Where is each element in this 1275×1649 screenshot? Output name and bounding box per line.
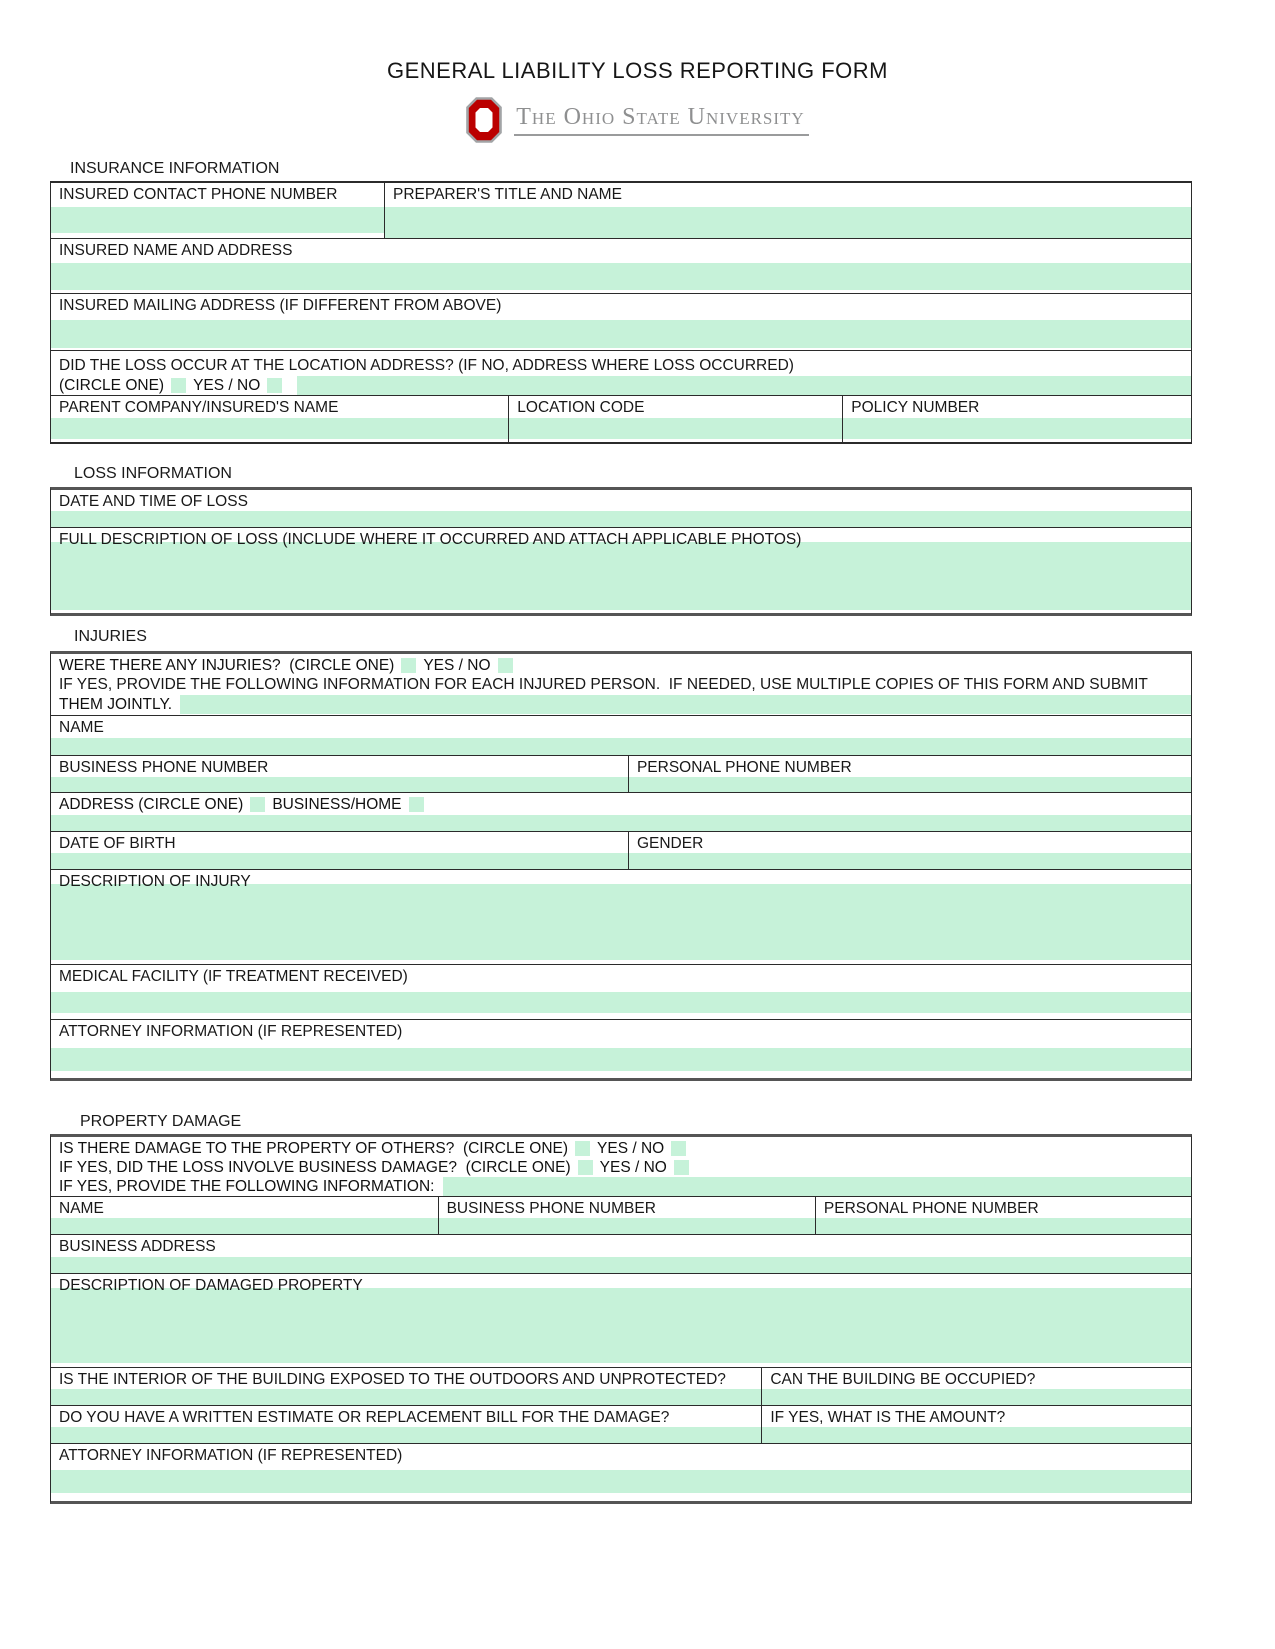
property-name-input[interactable] xyxy=(51,1218,438,1234)
circle-option-marker[interactable] xyxy=(409,797,424,812)
instructions-tail: THEM JOINTLY. xyxy=(59,696,173,713)
business-home-options[interactable]: BUSINESS/HOME xyxy=(272,796,402,813)
field-injury-description xyxy=(51,870,1191,965)
damaged-property-description-input[interactable] xyxy=(51,1288,1191,1363)
provide-info-input[interactable] xyxy=(443,1177,1192,1196)
circle-one-line xyxy=(51,793,1191,814)
field-full-description xyxy=(51,528,1191,613)
field-label: DESCRIPTION OF INJURY xyxy=(59,873,251,890)
section-heading-property: PROPERTY DAMAGE xyxy=(80,1113,242,1130)
field-injured-business-phone xyxy=(51,756,629,792)
property-questions-row xyxy=(51,1137,1191,1197)
date-time-of-loss-input[interactable] xyxy=(51,511,1191,528)
field-interior-exposed xyxy=(51,1368,762,1405)
field-label: ATTORNEY INFORMATION (IF REPRESENTED) xyxy=(59,1023,403,1040)
field-damaged-property-description xyxy=(51,1274,1191,1368)
field-insured-mailing-address xyxy=(51,294,1191,351)
circle-option-marker[interactable] xyxy=(250,797,265,812)
circle-option-marker[interactable] xyxy=(401,658,416,673)
amount-input[interactable] xyxy=(762,1427,1191,1443)
form-row xyxy=(51,1368,1191,1406)
field-insured-contact-phone xyxy=(51,183,385,238)
field-amount xyxy=(762,1406,1191,1443)
full-description-input[interactable] xyxy=(51,542,1191,610)
business-damage-label: IF YES, DID THE LOSS INVOLVE BUSINESS DAMAGE? (CIRCLE ONE) xyxy=(59,1159,571,1176)
policy-number-input[interactable] xyxy=(843,418,1191,439)
yes-no-options[interactable]: YES / NO xyxy=(599,1159,667,1176)
circle-option-marker[interactable] xyxy=(498,658,513,673)
injured-personal-phone-input[interactable] xyxy=(629,777,1191,792)
circle-one-line xyxy=(51,1158,1191,1177)
field-label: POLICY NUMBER xyxy=(851,399,980,416)
circle-option-marker[interactable] xyxy=(267,378,282,393)
provide-info-label: IF YES, PROVIDE THE FOLLOWING INFORMATION: xyxy=(59,1178,435,1195)
circle-option-marker[interactable] xyxy=(575,1141,590,1156)
circle-one-line xyxy=(51,1139,1191,1158)
insurance-table xyxy=(50,181,1192,444)
property-attorney-input[interactable] xyxy=(51,1470,1191,1493)
field-label: BUSINESS ADDRESS xyxy=(59,1238,216,1255)
injured-business-phone-input[interactable] xyxy=(51,777,628,792)
field-label: LOCATION CODE xyxy=(517,399,645,416)
field-label: NAME xyxy=(59,1200,104,1217)
circle-option-marker[interactable] xyxy=(171,378,186,393)
circle-one-label: (CIRCLE ONE) xyxy=(59,377,165,394)
field-location-code xyxy=(509,396,843,442)
field-label: MEDICAL FACILITY (IF TREATMENT RECEIVED) xyxy=(59,968,408,985)
field-property-attorney xyxy=(51,1444,1191,1501)
property-table xyxy=(50,1134,1192,1504)
injuries-instructions: IF YES, PROVIDE THE FOLLOWING INFORMATION FOR EACH INJURED PERSON. IF NEEDED, USE MULTIPLE COPIES OF THIS FORM AND SUBMIT xyxy=(59,676,1148,693)
field-label: GENDER xyxy=(636,835,704,852)
address-label: ADDRESS (CIRCLE ONE) xyxy=(59,796,244,813)
field-label: DATE OF BIRTH xyxy=(59,835,176,852)
field-label: ATTORNEY INFORMATION (IF REPRESENTED) xyxy=(59,1447,403,1464)
field-injured-personal-phone xyxy=(629,756,1191,792)
field-label: INSURED MAILING ADDRESS (IF DIFFERENT FROM ABOVE) xyxy=(59,297,502,314)
osu-wordmark: The Ohio State University xyxy=(514,104,808,136)
field-label: NAME xyxy=(59,719,104,736)
field-injured-attorney xyxy=(51,1020,1191,1078)
field-loss-at-location xyxy=(51,351,1191,396)
field-label: DATE AND TIME OF LOSS xyxy=(59,493,248,510)
location-code-input[interactable] xyxy=(509,418,842,439)
field-business-address xyxy=(51,1235,1191,1274)
field-date-of-birth xyxy=(51,832,629,869)
field-label: FULL DESCRIPTION OF LOSS (INCLUDE WHERE IT OCCURRED AND ATTACH APPLICABLE PHOTOS) xyxy=(59,531,802,548)
preparer-title-name-input[interactable] xyxy=(385,207,1191,238)
damage-to-others-label: IS THERE DAMAGE TO THE PROPERTY OF OTHERS? (CIRCLE ONE) xyxy=(59,1140,569,1157)
parent-company-input[interactable] xyxy=(51,418,508,439)
insured-contact-phone-input[interactable] xyxy=(51,207,384,233)
field-preparer-title-name xyxy=(385,183,1191,238)
field-injured-name xyxy=(51,716,1191,756)
loss-table xyxy=(50,487,1192,616)
circle-one-line xyxy=(51,376,1191,395)
field-medical-facility xyxy=(51,965,1191,1020)
section-heading-loss: LOSS INFORMATION xyxy=(74,465,232,482)
interior-exposed-input[interactable] xyxy=(51,1389,761,1405)
circle-option-marker[interactable] xyxy=(674,1160,689,1175)
field-label: IS THE INTERIOR OF THE BUILDING EXPOSED TO THE OUTDOORS AND UNPROTECTED? xyxy=(59,1371,726,1388)
field-label: BUSINESS PHONE NUMBER xyxy=(59,759,269,776)
circle-option-marker[interactable] xyxy=(671,1141,686,1156)
circle-option-marker[interactable] xyxy=(578,1160,593,1175)
field-label: BUSINESS PHONE NUMBER xyxy=(446,1200,656,1217)
page-title: GENERAL LIABILITY LOSS REPORTING FORM xyxy=(387,58,888,83)
building-occupied-input[interactable] xyxy=(762,1389,1191,1405)
field-insured-name-address xyxy=(51,239,1191,294)
circle-one-line xyxy=(51,656,1191,675)
injured-name-input[interactable] xyxy=(51,738,1191,756)
field-building-occupied xyxy=(762,1368,1191,1405)
injuries-extra-input[interactable] xyxy=(180,695,1191,714)
field-label: PARENT COMPANY/INSURED'S NAME xyxy=(59,399,339,416)
yes-no-options[interactable]: YES / NO xyxy=(597,1140,665,1157)
field-property-name xyxy=(51,1197,439,1234)
insured-name-address-input[interactable] xyxy=(51,263,1191,290)
form-row xyxy=(51,1197,1191,1235)
field-date-time-of-loss xyxy=(51,490,1191,528)
field-label: DESCRIPTION OF DAMAGED PROPERTY xyxy=(59,1277,363,1294)
injured-attorney-input[interactable] xyxy=(51,1048,1191,1071)
injury-description-input[interactable] xyxy=(51,884,1191,960)
written-estimate-input[interactable] xyxy=(51,1427,761,1443)
yes-no-options[interactable]: YES / NO xyxy=(193,377,261,394)
insured-mailing-address-input[interactable] xyxy=(51,320,1191,348)
gender-input[interactable] xyxy=(629,853,1191,869)
form-row xyxy=(51,183,1191,239)
section-heading-injuries: INJURIES xyxy=(74,628,147,645)
form-row xyxy=(51,396,1191,442)
any-injuries-label: WERE THERE ANY INJURIES? (CIRCLE ONE) xyxy=(59,657,395,674)
field-label: CAN THE BUILDING BE OCCUPIED? xyxy=(770,1371,1036,1388)
provide-info-line xyxy=(51,1177,1191,1196)
field-label: IF YES, WHAT IS THE AMOUNT? xyxy=(770,1409,1006,1426)
field-label: PERSONAL PHONE NUMBER xyxy=(823,1200,1039,1217)
property-personal-phone-input[interactable] xyxy=(816,1218,1191,1234)
section-heading-insurance: INSURANCE INFORMATION xyxy=(70,160,280,177)
osu-logo xyxy=(0,94,1275,146)
form-row xyxy=(51,832,1191,870)
form-row xyxy=(51,756,1191,793)
field-label: INSURED NAME AND ADDRESS xyxy=(59,242,293,259)
business-address-input[interactable] xyxy=(51,1257,1191,1274)
form-row xyxy=(51,1406,1191,1444)
injuries-instructions-continued xyxy=(51,695,1191,714)
field-label: PERSONAL PHONE NUMBER xyxy=(636,759,852,776)
property-business-phone-input[interactable] xyxy=(439,1218,815,1234)
field-label: INSURED CONTACT PHONE NUMBER xyxy=(59,186,338,203)
field-written-estimate xyxy=(51,1406,762,1443)
block-o-icon xyxy=(466,97,502,143)
field-label: PREPARER'S TITLE AND NAME xyxy=(393,186,622,203)
injuries-table xyxy=(50,651,1192,1081)
field-gender xyxy=(629,832,1191,869)
medical-facility-input[interactable] xyxy=(51,992,1191,1013)
injuries-question-row xyxy=(51,654,1191,716)
field-label: DO YOU HAVE A WRITTEN ESTIMATE OR REPLACEMENT BILL FOR THE DAMAGE? xyxy=(59,1409,670,1426)
loss-location-address-input[interactable] xyxy=(297,376,1191,395)
field-property-personal-phone xyxy=(816,1197,1191,1234)
injured-address-input[interactable] xyxy=(51,815,1191,832)
field-label: DID THE LOSS OCCUR AT THE LOCATION ADDRESS? (IF NO, ADDRESS WHERE LOSS OCCURRED) xyxy=(59,357,794,374)
field-injured-address xyxy=(51,793,1191,832)
field-property-business-phone xyxy=(439,1197,816,1234)
date-of-birth-input[interactable] xyxy=(51,853,628,869)
field-parent-company xyxy=(51,396,509,442)
field-policy-number xyxy=(843,396,1191,442)
yes-no-options[interactable]: YES / NO xyxy=(423,657,491,674)
